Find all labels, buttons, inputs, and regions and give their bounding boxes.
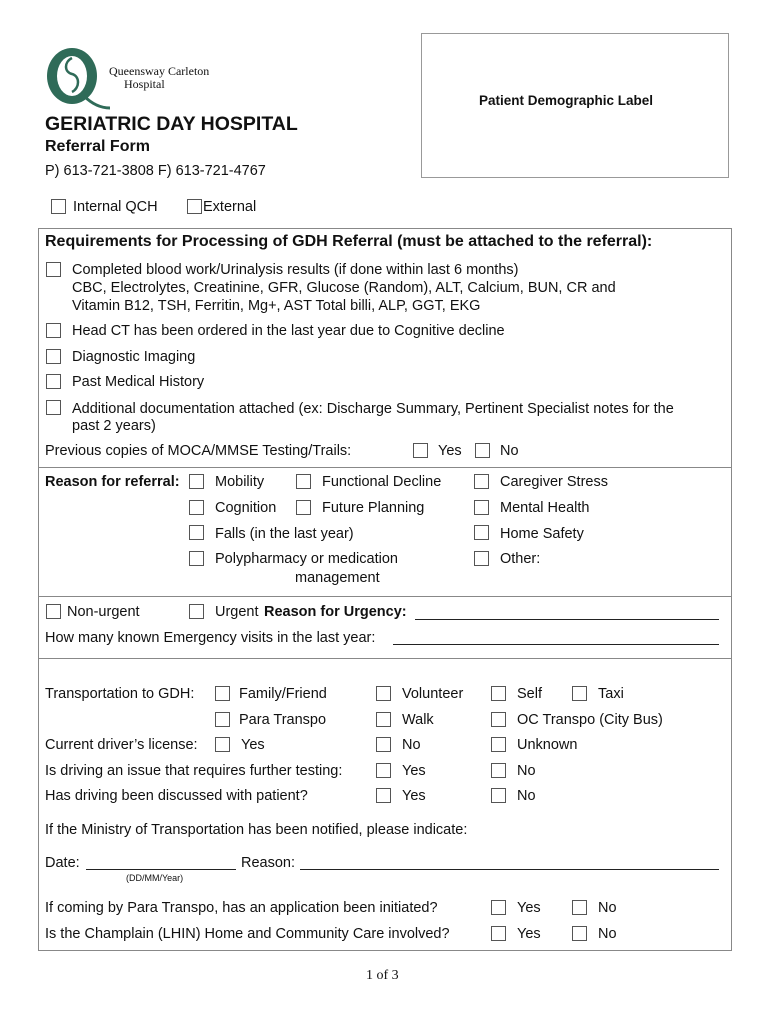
urgent-checkbox[interactable]: [189, 604, 204, 619]
medical-history-label: Past Medical History: [72, 374, 205, 390]
para-transpo-checkbox[interactable]: [215, 712, 230, 727]
urgency-reason-label: Reason for Urgency:: [264, 604, 407, 620]
caregiver-stress-label: Caregiver Stress: [500, 474, 608, 490]
volunteer-label: Volunteer: [402, 686, 464, 702]
driving-discussed-no-label: No: [517, 788, 536, 804]
champlain-yes-label: Yes: [517, 926, 541, 942]
champlain-no-label: No: [598, 926, 617, 942]
champlain-question: Is the Champlain (LHIN) Home and Community Care involved?: [45, 926, 450, 942]
oc-transpo-label: OC Transpo (City Bus): [517, 712, 663, 728]
blood-work-checkbox[interactable]: [46, 262, 61, 277]
polypharmacy-label: Polypharmacy or medication: [215, 551, 398, 567]
license-yes-checkbox[interactable]: [215, 737, 230, 752]
internal-qch-label: Internal QCH: [73, 199, 158, 215]
divider: [38, 467, 732, 468]
license-label: Current driver’s license:: [45, 737, 198, 753]
para-application-yes-checkbox[interactable]: [491, 900, 506, 915]
diagnostic-imaging-label: Diagnostic Imaging: [72, 349, 196, 365]
caregiver-stress-checkbox[interactable]: [474, 474, 489, 489]
self-checkbox[interactable]: [491, 686, 506, 701]
license-no-label: No: [402, 737, 421, 753]
additional-docs-checkbox[interactable]: [46, 400, 61, 415]
logo-emblem-icon: [44, 44, 114, 112]
self-label: Self: [517, 686, 542, 702]
driving-issue-no-label: No: [517, 763, 536, 779]
home-safety-label: Home Safety: [500, 526, 584, 542]
driving-issue-question: Is driving an issue that requires further testing:: [45, 763, 343, 779]
driving-discussed-yes-label: Yes: [402, 788, 426, 804]
future-planning-checkbox[interactable]: [296, 500, 311, 515]
divider: [38, 658, 732, 659]
ministry-reason-field[interactable]: [300, 869, 719, 870]
driving-discussed-no-checkbox[interactable]: [491, 788, 506, 803]
reason-label: Reason for referral:: [45, 474, 180, 490]
head-ct-checkbox[interactable]: [46, 323, 61, 338]
blood-work-label: Completed blood work/Urinalysis results (if done within last 6 months): [72, 262, 519, 278]
hospital-name-line1: Queensway Carleton: [109, 64, 210, 78]
hospital-logo: [44, 44, 114, 112]
date-field[interactable]: [86, 869, 236, 870]
driving-issue-no-checkbox[interactable]: [491, 763, 506, 778]
page-subtitle: Referral Form: [45, 138, 150, 155]
additional-docs-label: Additional documentation attached (ex: Discharge Summary, Pertinent Specialist notes for the: [72, 401, 674, 417]
driving-discussed-yes-checkbox[interactable]: [376, 788, 391, 803]
transport-label: Transportation to GDH:: [45, 686, 195, 702]
date-label: Date:: [45, 855, 80, 871]
falls-checkbox[interactable]: [189, 525, 204, 540]
taxi-checkbox[interactable]: [572, 686, 587, 701]
internal-qch-checkbox[interactable]: [51, 199, 66, 214]
cognition-checkbox[interactable]: [189, 500, 204, 515]
walk-label: Walk: [402, 712, 434, 728]
reason-field-label: Reason:: [241, 855, 296, 871]
non-urgent-checkbox[interactable]: [46, 604, 61, 619]
para-application-yes-label: Yes: [517, 900, 541, 916]
page-number: 1 of 3: [366, 968, 399, 983]
license-unknown-label: Unknown: [517, 737, 578, 753]
divider: [38, 596, 732, 597]
er-visits-label: How many known Emergency visits in the last year:: [45, 630, 376, 646]
para-application-no-label: No: [598, 900, 617, 916]
page-title: GERIATRIC DAY HOSPITAL: [45, 113, 298, 135]
mental-health-label: Mental Health: [500, 500, 590, 516]
requirements-heading: Requirements for Processing of GDH Referral (must be attached to the referral):: [45, 233, 653, 250]
mobility-checkbox[interactable]: [189, 474, 204, 489]
taxi-label: Taxi: [598, 686, 624, 702]
non-urgent-label: Non-urgent: [67, 604, 140, 620]
mental-health-checkbox[interactable]: [474, 500, 489, 515]
home-safety-checkbox[interactable]: [474, 525, 489, 540]
para-application-question: If coming by Para Transpo, has an application been initiated?: [45, 900, 438, 916]
patient-label-text: Patient Demographic Label: [479, 93, 654, 108]
head-ct-label: Head CT has been ordered in the last year due to Cognitive decline: [72, 323, 505, 339]
family-friend-checkbox[interactable]: [215, 686, 230, 701]
driving-issue-yes-label: Yes: [402, 763, 426, 779]
moca-question: Previous copies of MOCA/MMSE Testing/Trails:: [45, 443, 352, 459]
family-friend-label: Family/Friend: [239, 686, 327, 702]
hospital-name-line2: Hospital: [124, 77, 165, 91]
urgent-label: Urgent: [215, 604, 259, 620]
external-checkbox[interactable]: [187, 199, 202, 214]
contact-numbers: P) 613-721-3808 F) 613-721-4767: [45, 163, 266, 179]
volunteer-checkbox[interactable]: [376, 686, 391, 701]
driving-discussed-question: Has driving been discussed with patient?: [45, 788, 308, 804]
para-application-no-checkbox[interactable]: [572, 900, 587, 915]
date-format-hint: (DD/MM/Year): [126, 873, 184, 883]
moca-no-checkbox[interactable]: [475, 443, 490, 458]
other-checkbox[interactable]: [474, 551, 489, 566]
mobility-label: Mobility: [215, 474, 265, 490]
license-no-checkbox[interactable]: [376, 737, 391, 752]
champlain-yes-checkbox[interactable]: [491, 926, 506, 941]
diagnostic-imaging-checkbox[interactable]: [46, 349, 61, 364]
future-planning-label: Future Planning: [322, 500, 425, 516]
ministry-question: If the Ministry of Transportation has been notified, please indicate:: [45, 822, 468, 838]
additional-docs-label-2: past 2 years): [72, 418, 156, 434]
blood-work-detail-2: Vitamin B12, TSH, Ferritin, Mg+, AST Total billi, ALP, GGT, EKG: [72, 298, 481, 314]
moca-no-label: No: [500, 443, 519, 459]
other-label: Other:: [500, 551, 541, 567]
license-unknown-checkbox[interactable]: [491, 737, 506, 752]
falls-label: Falls (in the last year): [215, 526, 354, 542]
polypharmacy-checkbox[interactable]: [189, 551, 204, 566]
oc-transpo-checkbox[interactable]: [491, 712, 506, 727]
walk-checkbox[interactable]: [376, 712, 391, 727]
license-yes-label: Yes: [241, 737, 265, 753]
medical-history-checkbox[interactable]: [46, 374, 61, 389]
patient-label-box[interactable]: [421, 33, 729, 178]
urgency-reason-field[interactable]: [415, 619, 719, 620]
er-visits-field[interactable]: [393, 644, 719, 645]
moca-yes-checkbox[interactable]: [413, 443, 428, 458]
polypharmacy-label-2: management: [295, 570, 380, 586]
moca-yes-label: Yes: [438, 443, 462, 459]
para-transpo-label: Para Transpo: [239, 712, 327, 728]
functional-decline-checkbox[interactable]: [296, 474, 311, 489]
driving-issue-yes-checkbox[interactable]: [376, 763, 391, 778]
cognition-label: Cognition: [215, 500, 277, 516]
external-label: External: [203, 199, 257, 215]
blood-work-detail-1: CBC, Electrolytes, Creatinine, GFR, Glucose (Random), ALT, Calcium, BUN, CR and: [72, 280, 616, 296]
champlain-no-checkbox[interactable]: [572, 926, 587, 941]
functional-decline-label: Functional Decline: [322, 474, 442, 490]
